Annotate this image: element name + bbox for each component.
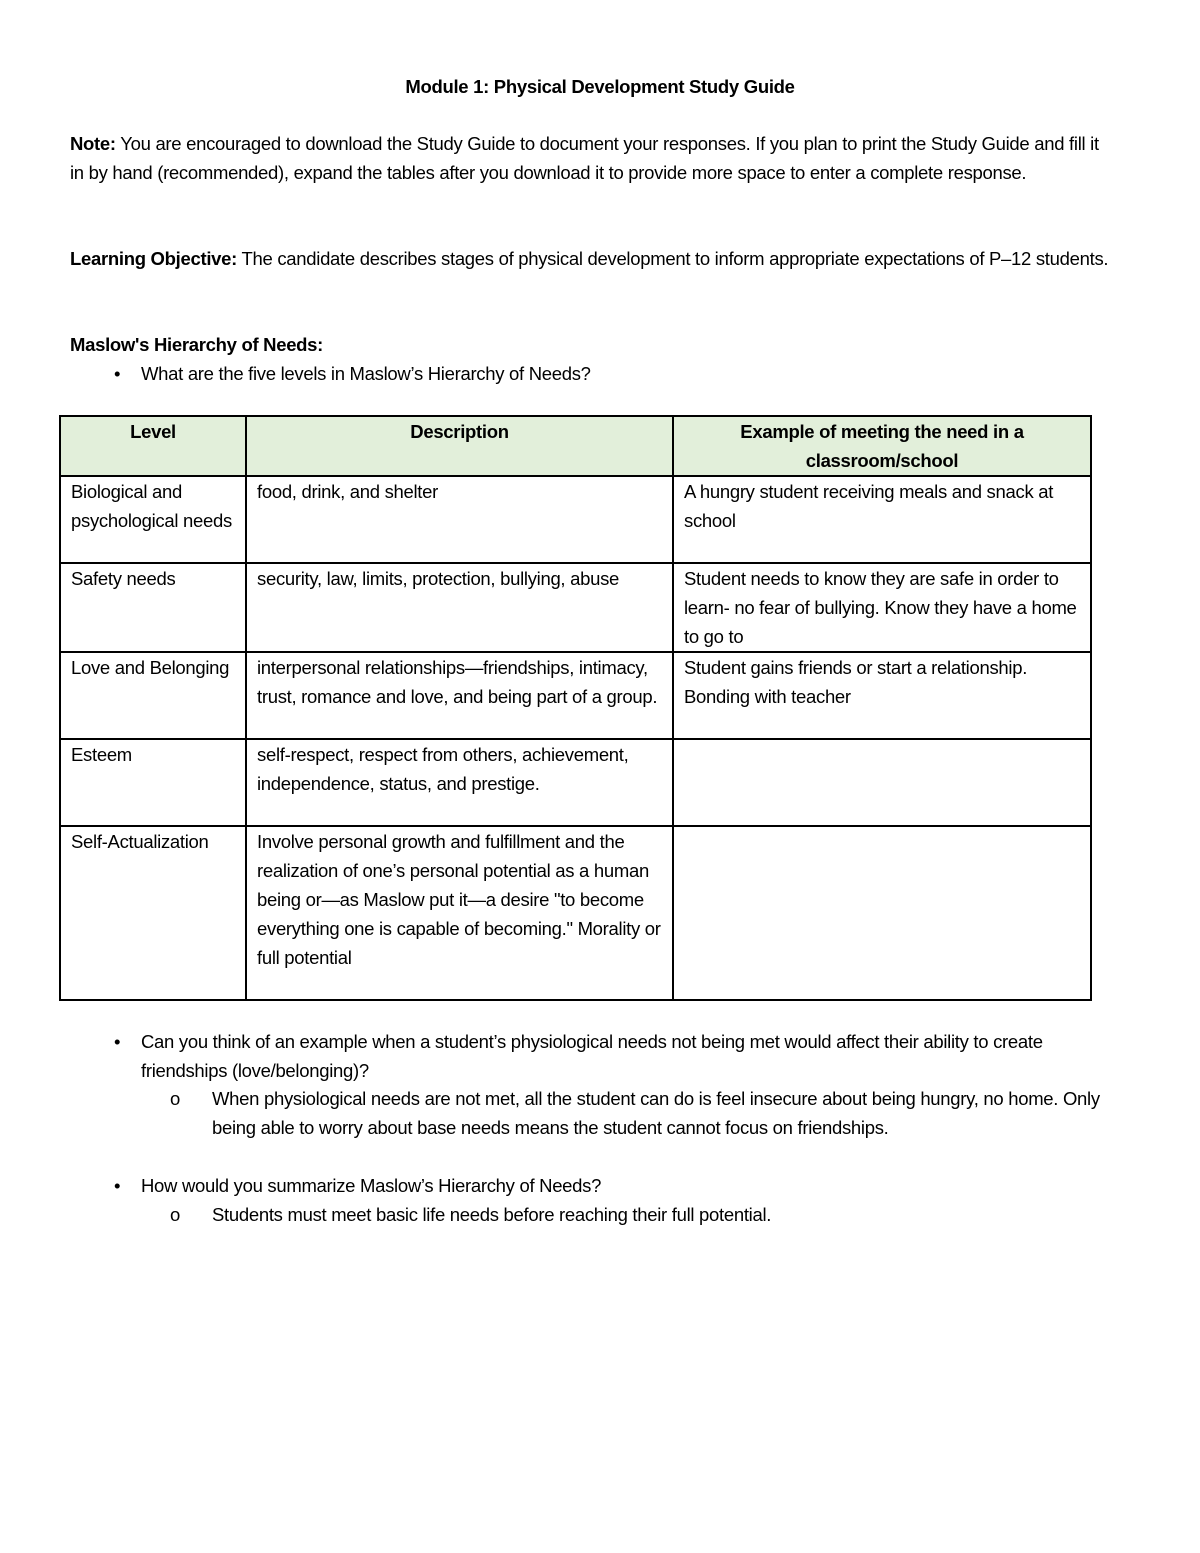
table-row	[60, 652, 1091, 739]
objective-paragraph	[70, 244, 1115, 273]
table-row	[60, 739, 1091, 826]
maslow-table	[59, 415, 1092, 1001]
header-level: Level	[60, 416, 246, 476]
answer-2	[170, 1084, 1112, 1142]
cell-level: Esteem	[60, 739, 246, 826]
bullet-icon: •	[114, 1175, 121, 1196]
cell-description: food, drink, and shelter	[246, 476, 673, 563]
table-row	[60, 826, 1091, 1000]
objective-text: The candidate describes stages of physical development to inform appropriate expectations of P–12 students.	[237, 248, 1109, 269]
note-paragraph	[70, 129, 1115, 187]
answer-3	[170, 1200, 1112, 1229]
question-text: Can you think of an example when a student’s physiological needs not being met would affect their ability to create friendships (love/belonging)?	[141, 1031, 1043, 1081]
answer-text: When physiological needs are not met, all the student can do is feel insecure about being hungry, no home. Only being able to worry about base needs means the student cannot focus on friendships.	[212, 1088, 1100, 1138]
cell-example[interactable]: Student needs to know they are safe in order to learn- no fear of bullying. Know they have a home to go to	[673, 563, 1091, 652]
question-3	[114, 1171, 1116, 1200]
note-label: Note:	[70, 133, 116, 154]
table-header-row	[60, 416, 1091, 476]
note-text: You are encouraged to download the Study Guide to document your responses. If you plan to print the Study Guide and fill it in by hand (recommended), expand the tables after you download it to provide more space to enter a complete response.	[70, 133, 1099, 183]
cell-level: Safety needs	[60, 563, 246, 652]
cell-example[interactable]: Student gains friends or start a relationship. Bonding with teacher	[673, 652, 1091, 739]
cell-level: Self-Actualization	[60, 826, 246, 1000]
cell-example[interactable]	[673, 826, 1091, 1000]
table-row	[60, 563, 1091, 652]
cell-description: self-respect, respect from others, achievement, independence, status, and prestige.	[246, 739, 673, 826]
cell-description: Involve personal growth and fulfillment and the realization of one’s personal potential as a human being or—as Maslow put it—a desire "to become everything one is capable of becoming." Morality or full potential	[246, 826, 673, 1000]
cell-level: Biological and psychological needs	[60, 476, 246, 563]
sub-bullet-icon: o	[170, 1204, 180, 1225]
page-title: Module 1: Physical Development Study Guide	[405, 76, 795, 97]
bullet-icon: •	[114, 363, 121, 384]
header-description: Description	[246, 416, 673, 476]
section-heading: Maslow's Hierarchy of Needs:	[70, 334, 324, 355]
question-2	[114, 1027, 1116, 1085]
answer-text: Students must meet basic life needs before reaching their full potential.	[212, 1204, 772, 1225]
cell-level: Love and Belonging	[60, 652, 246, 739]
sub-bullet-icon: o	[170, 1088, 180, 1109]
question-1	[114, 359, 1116, 388]
header-example: Example of meeting the need in a classroom/school	[673, 416, 1091, 476]
cell-description: security, law, limits, protection, bullying, abuse	[246, 563, 673, 652]
question-text: What are the five levels in Maslow’s Hierarchy of Needs?	[141, 363, 591, 384]
objective-label: Learning Objective:	[70, 248, 238, 269]
cell-example[interactable]: A hungry student receiving meals and snack at school	[673, 476, 1091, 563]
cell-example[interactable]	[673, 739, 1091, 826]
table-row	[60, 476, 1091, 563]
cell-description: interpersonal relationships—friendships, intimacy, trust, romance and love, and being part of a group.	[246, 652, 673, 739]
bullet-icon: •	[114, 1031, 121, 1052]
question-text: How would you summarize Maslow’s Hierarchy of Needs?	[141, 1175, 602, 1196]
